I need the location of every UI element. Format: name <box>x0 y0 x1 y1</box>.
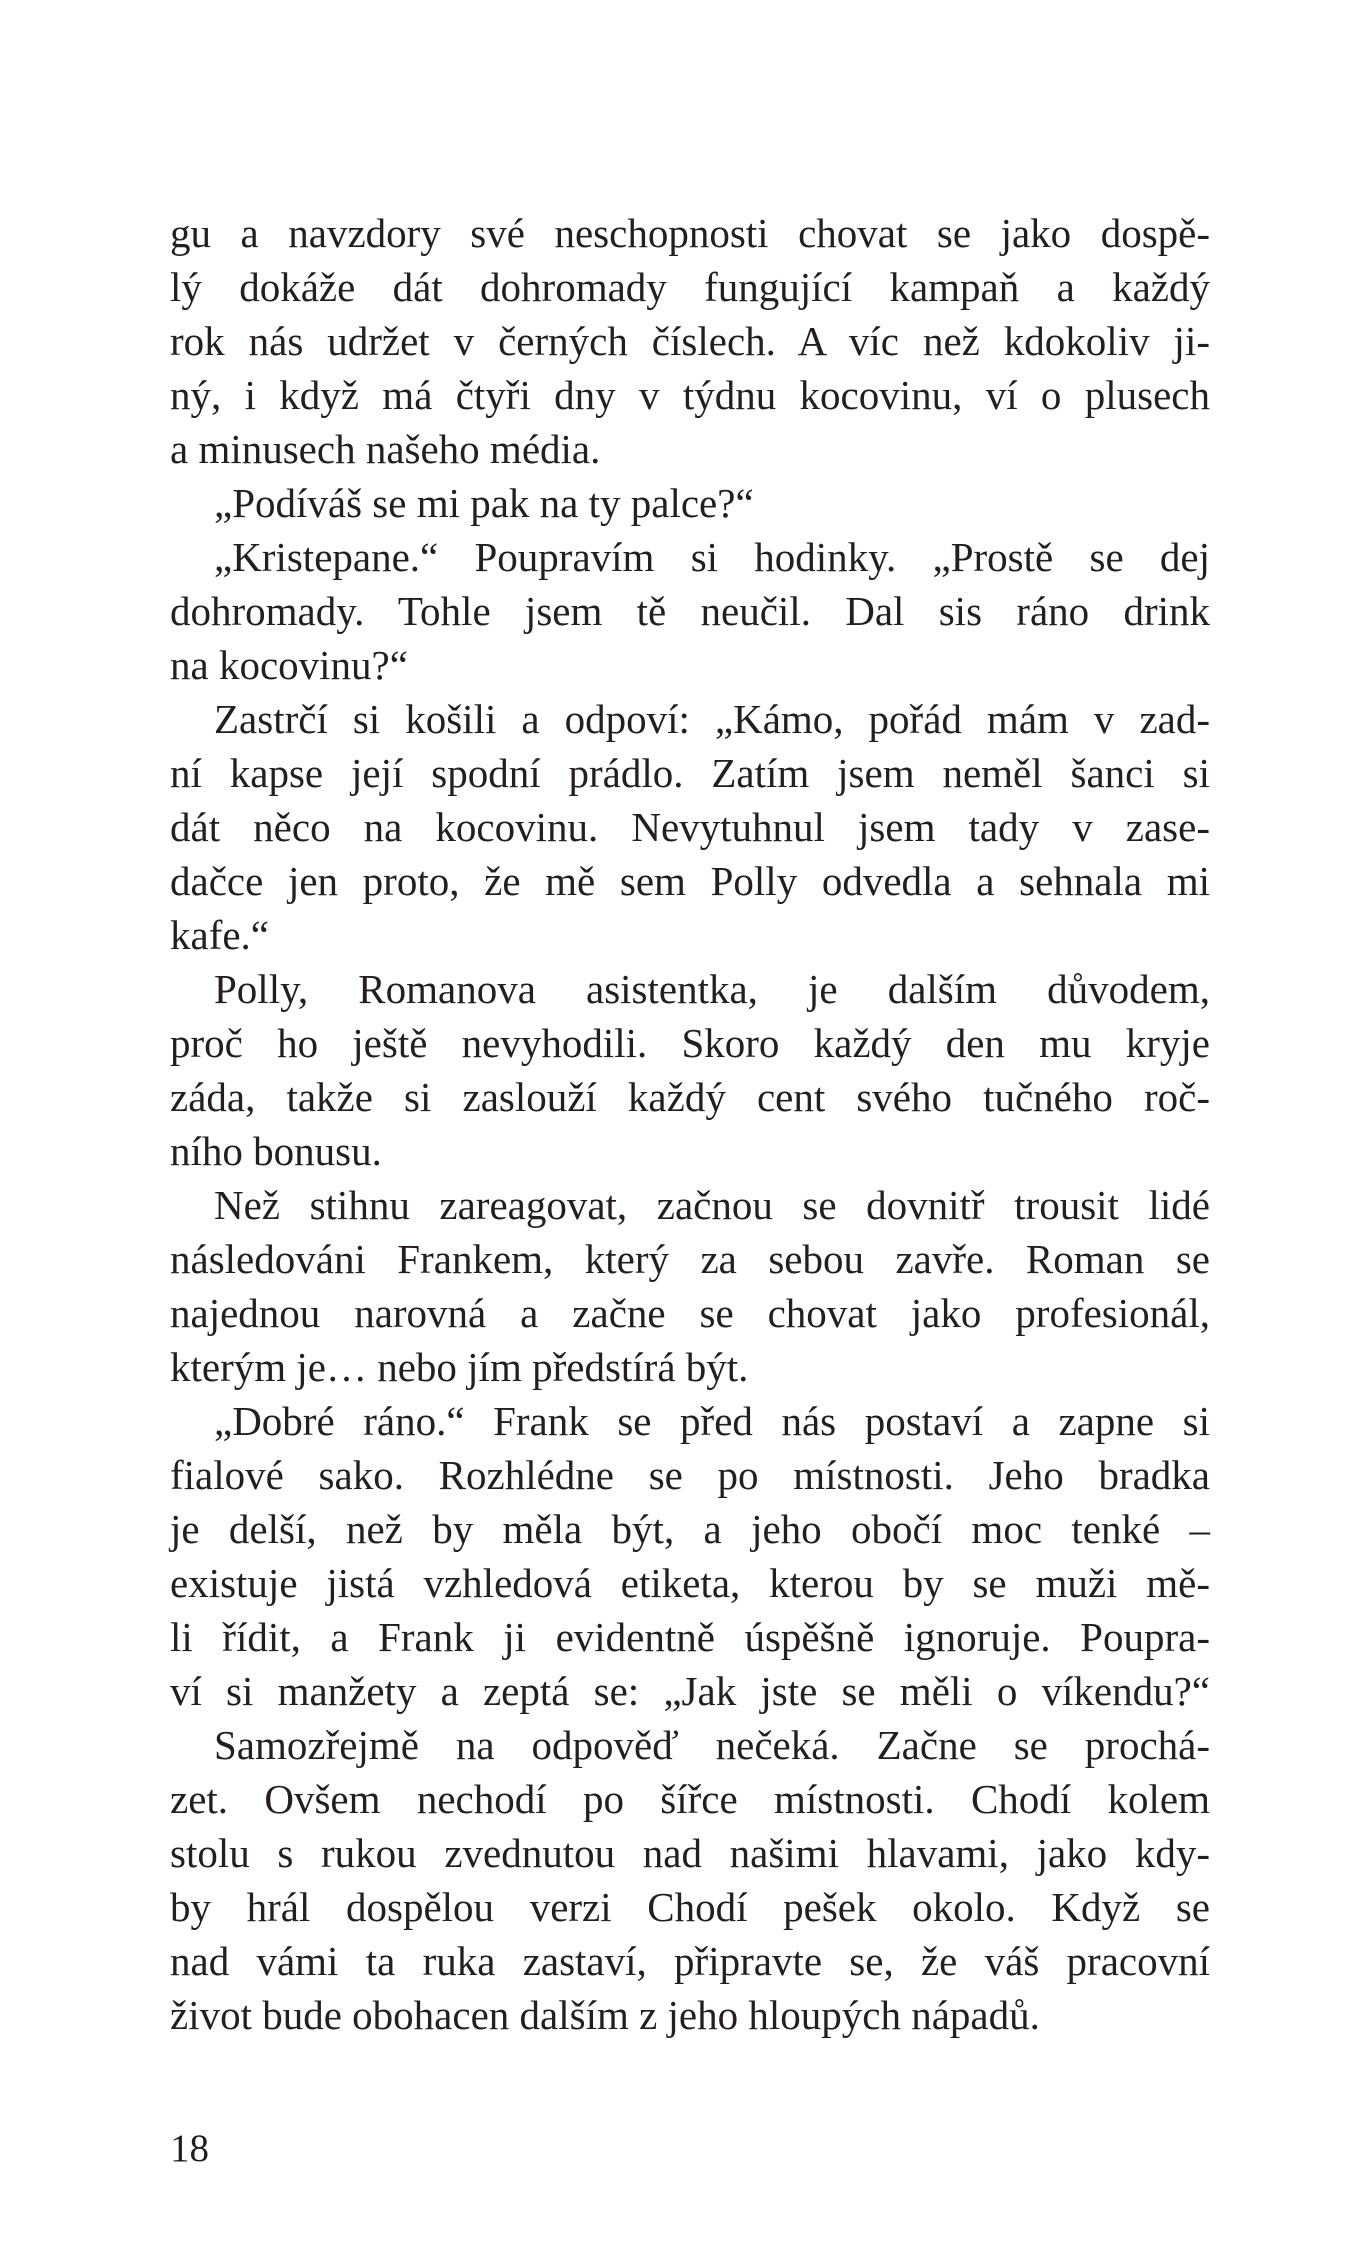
text-line: ního bonusu. <box>170 1128 382 1174</box>
text-line: by hrál dospělou verzi Chodí pešek okolo. Když se <box>170 1884 1210 1930</box>
text-line: lý dokáže dát dohromady fungující kampaň a každý <box>170 264 1210 310</box>
text-line: dát něco na kocovinu. Nevytuhnul jsem tady v zase- <box>170 804 1210 850</box>
text-line: záda, takže si zaslouží každý cent svého tučného roč- <box>170 1074 1210 1120</box>
text-line: existuje jistá vzhledová etiketa, kterou by se muži mě- <box>170 1560 1210 1606</box>
text-line: na kocovinu?“ <box>170 642 408 688</box>
text-line: ní kapse její spodní prádlo. Zatím jsem neměl šanci si <box>170 750 1210 796</box>
text-line: rok nás udržet v černých číslech. A víc než kdokoliv ji- <box>170 318 1210 364</box>
body-text <box>170 206 1210 2042</box>
text-line: Samozřejmě na odpověď nečeká. Začne se prochá- <box>214 1722 1210 1768</box>
text-line: „Dobré ráno.“ Frank se před nás postaví a zapne si <box>214 1398 1210 1444</box>
text-line: dohromady. Tohle jsem tě neučil. Dal sis ráno drink <box>170 588 1210 634</box>
text-line: nad vámi ta ruka zastaví, připravte se, že váš pracovní <box>170 1938 1210 1984</box>
text-line: fialové sako. Rozhlédne se po místnosti. Jeho bradka <box>170 1452 1210 1498</box>
text-line: a minusech našeho média. <box>170 426 601 472</box>
text-line: ný, i když má čtyři dny v týdnu kocovinu, ví o plusech <box>170 372 1210 418</box>
text-line: Polly, Romanova asistentka, je dalším důvodem, <box>214 966 1210 1012</box>
page-number: 18 <box>170 2127 209 2170</box>
text-line: proč ho ještě nevyhodili. Skoro každý den mu kryje <box>170 1020 1210 1066</box>
text-line: kterým je… nebo jím předstírá být. <box>170 1344 749 1390</box>
text-line: najednou narovná a začne se chovat jako profesionál, <box>170 1290 1210 1336</box>
text-line: život bude obohacen dalším z jeho hloupých nápadů. <box>170 1992 1040 2038</box>
text-line: je delší, než by měla být, a jeho obočí moc tenké – <box>170 1506 1210 1552</box>
text-line: dačce jen proto, že mě sem Polly odvedla a sehnala mi <box>170 858 1210 904</box>
text-line: stolu s rukou zvednutou nad našimi hlavami, jako kdy- <box>170 1830 1210 1876</box>
text-line: „Podíváš se mi pak na ty palce?“ <box>214 480 754 526</box>
text-line: zet. Ovšem nechodí po šířce místnosti. Chodí kolem <box>170 1776 1210 1822</box>
text-line: následováni Frankem, který za sebou zavře. Roman se <box>170 1236 1210 1282</box>
text-line: gu a navzdory své neschopnosti chovat se jako dospě- <box>170 210 1210 256</box>
text-line: Zastrčí si košili a odpoví: „Kámo, pořád mám v zad- <box>214 696 1210 742</box>
text-line: „Kristepane.“ Poupravím si hodinky. „Prostě se dej <box>214 534 1210 580</box>
text-line: Než stihnu zareagovat, začnou se dovnitř trousit lidé <box>214 1182 1210 1228</box>
text-line: ví si manžety a zeptá se: „Jak jste se měli o víkendu?“ <box>170 1668 1210 1714</box>
text-line: kafe.“ <box>170 912 269 958</box>
text-line: li řídit, a Frank ji evidentně úspěšně ignoruje. Poupra- <box>170 1614 1210 1660</box>
